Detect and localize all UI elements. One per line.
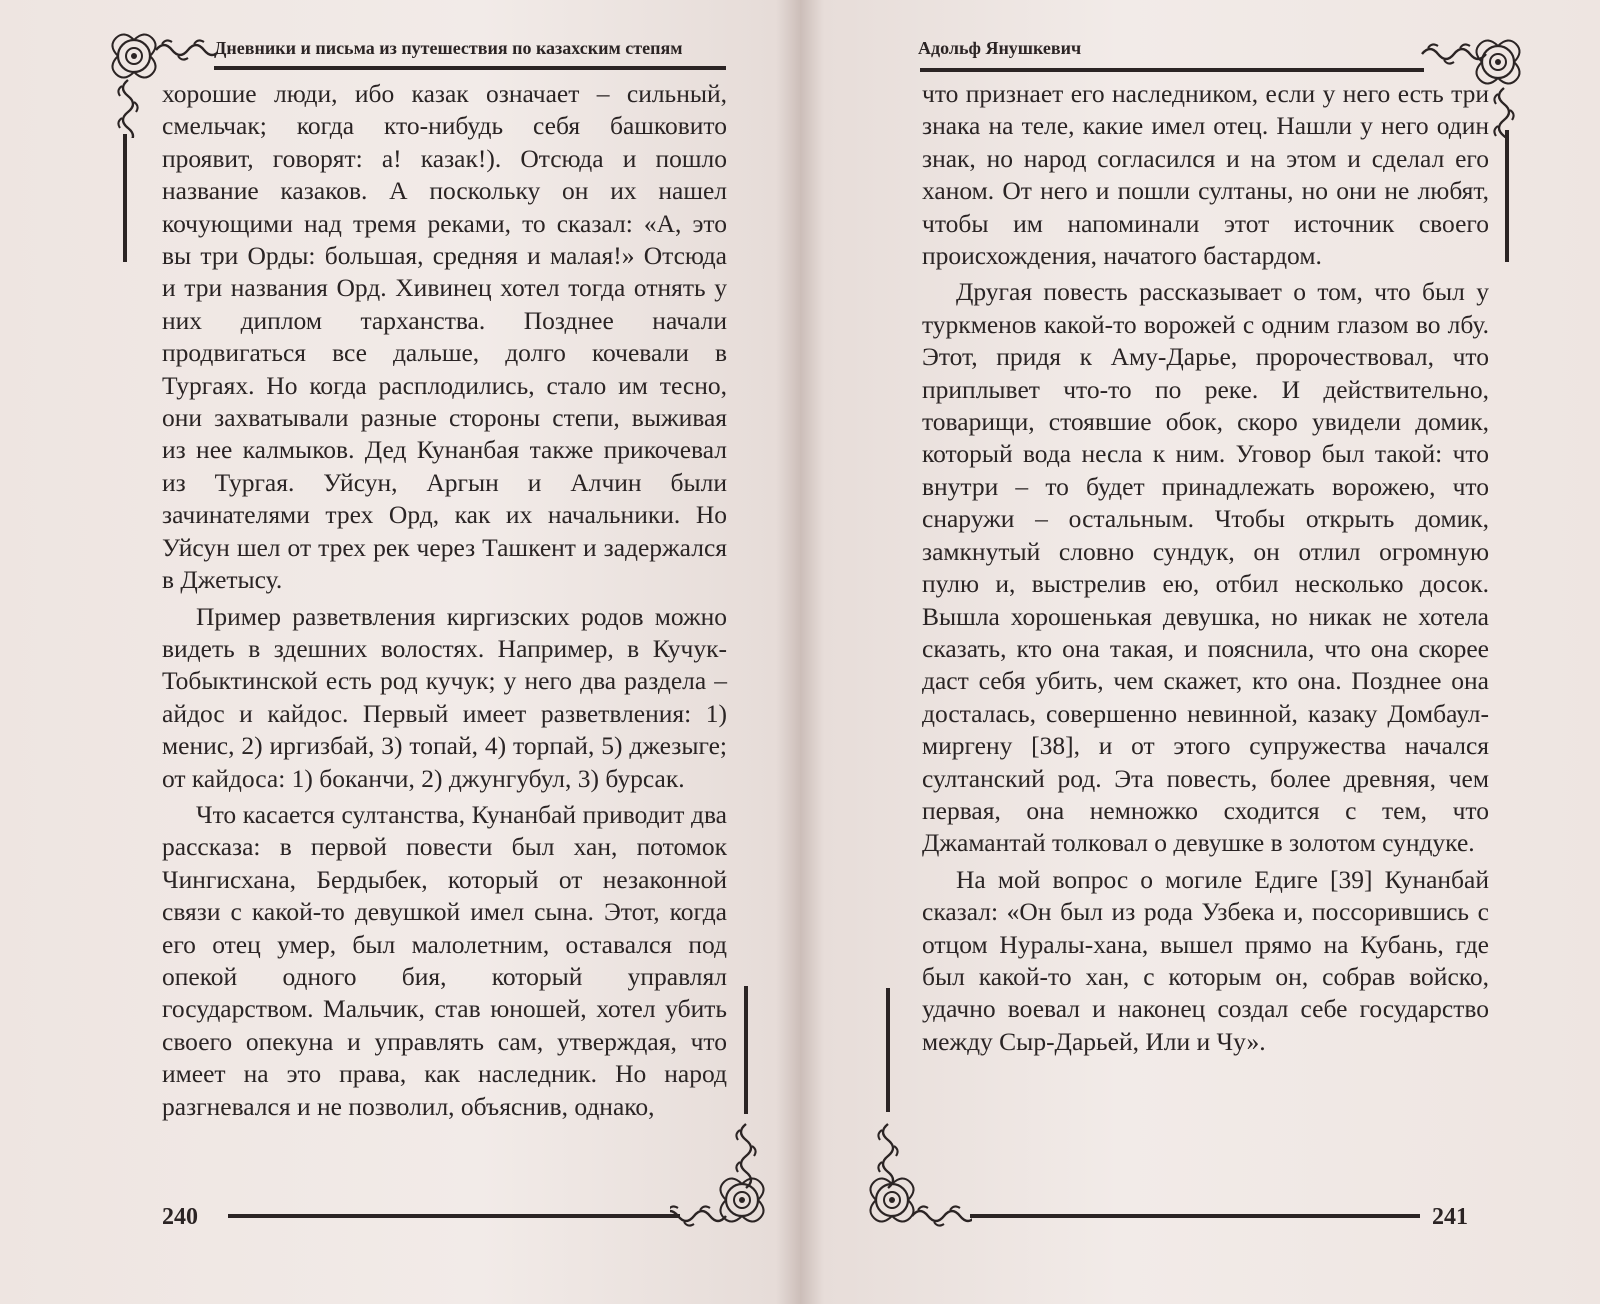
paragraph: что признает его наследником, если у него есть три знака на теле, какие имел отец. Нашли у него один знак, но народ согласился и на этом и сделал его ханом. От него и пошли султаны, но они не любят, чтобы им напоминали этот источник своего происхождения, начатого бастардом.: [922, 79, 1489, 271]
right-page: [800, 0, 1600, 1304]
header-rule: [214, 66, 726, 70]
paragraph: Пример разветвления киргизских родов можно видеть в здешних волостях. Например, в Кучук-Тобыктинской есть род кучук; у него два раздела – айдос и кайдос. Первый имеет разветвления: 1) менис, 2) иргизбай, 3) топай, 4) торпай, 5) джезыге; от кайдоса: 1) боканчи, 2) джунгубул, 3) бурсак.: [162, 601, 727, 793]
body-text: [922, 78, 1489, 1062]
side-rule: [886, 988, 890, 1112]
header-rule: [920, 68, 1424, 72]
running-header: Дневники и письма из путешествия по казахским степям: [214, 38, 683, 58]
side-rule: [1505, 130, 1509, 262]
corner-ornament-icon: [670, 1118, 770, 1228]
side-rule: [744, 986, 748, 1114]
paragraph: Другая повесть рассказывает о том, что был у туркменов какой-то ворожей с одним глазом во лбу. Этот, придя к Аму-Дарье, пророчествовал, что приплывет что-то по реке. И действительно, товарищи, стоявшие обок, скоро увидели домик, который вода несла к ним. Уговор был такой: что внутри – то будет принадлежать ворожею, что снаружи – остальным. Чтобы открыть домик, замкнутый словно сундук, он отлил огромную пулю и, выстрелив ею, отбил несколько досок. Вышла хорошенькая девушка, но никак не хотела сказать, кто она такая, и пояснила, что она скорее даст себя убить, чем скажет, кто она. Позднее она досталась, совершенно невинной, казаку Домбаул-миргену [38], и от этого супружества начался султанский род. Эта повесть, более древняя, чем первая, она немножко сходится с тем, что Джамантай толковал о девушке в золотом сундуке.: [922, 277, 1489, 858]
paragraph: На мой вопрос о могиле Едиге [39] Кунанбай сказал: «Он был из рода Узбека и, поссорившись с отцом Нуралы-хана, вышел прямо на Кубань, где был какой-то хан, с которым он, собрав войско, удачно воевал и наконец создал себе государство между Сыр-Дарьей, Или и Чу».: [922, 864, 1489, 1056]
page-number: 241: [1432, 1204, 1468, 1230]
body-text: [162, 78, 727, 1127]
footer-rule: [970, 1214, 1420, 1218]
footer-rule: [228, 1214, 680, 1218]
paragraph: хорошие люди, ибо казак означает – сильный, смельчак; когда кто-нибудь себя башковито проявит, говорят: а! казак!). Отсюда и пошло название казаков. А поскольку он их нашел кочующими над тремя реками, то сказал: «А, это вы три Орды: большая, средняя и малая!» Отсюда и три названия Орд. Хивинец хотел тогда отнять у них диплом тарханства. Позднее начали продвигаться все дальше, долго кочевали в Тургаях. Но когда расплодились, стало им тесно, они захватывали разные стороны степи, выживая из нее калмыков. Дед Кунанбая также прикочевал из Тургая. Уйсун, Аргын и Алчин были зачинателями трех Орд, как их начальники. Но Уйсун шел от трех рек через Ташкент и задержался в Джетысу.: [162, 79, 727, 595]
corner-ornament-icon: [862, 1118, 972, 1228]
side-rule: [123, 134, 127, 262]
page-number: 240: [162, 1204, 198, 1230]
running-header: Адольф Янушкевич: [918, 38, 1082, 58]
paragraph: Что касается султанства, Кунанбай приводит два рассказа: в первой повести был хан, потомок Чингисхана, Бердыбек, который от незаконной связи с какой-то девушкой имел сына. Этот, когда его отец умер, был малолетним, оставался под опекой одного бия, который управлял государством. Мальчик, став юношей, хотел убить своего опекуна и управлять сам, утверждая, что имеет на это права, как наследник. Но народ разгневался и не позволил, объяснив, однако,: [162, 799, 727, 1121]
